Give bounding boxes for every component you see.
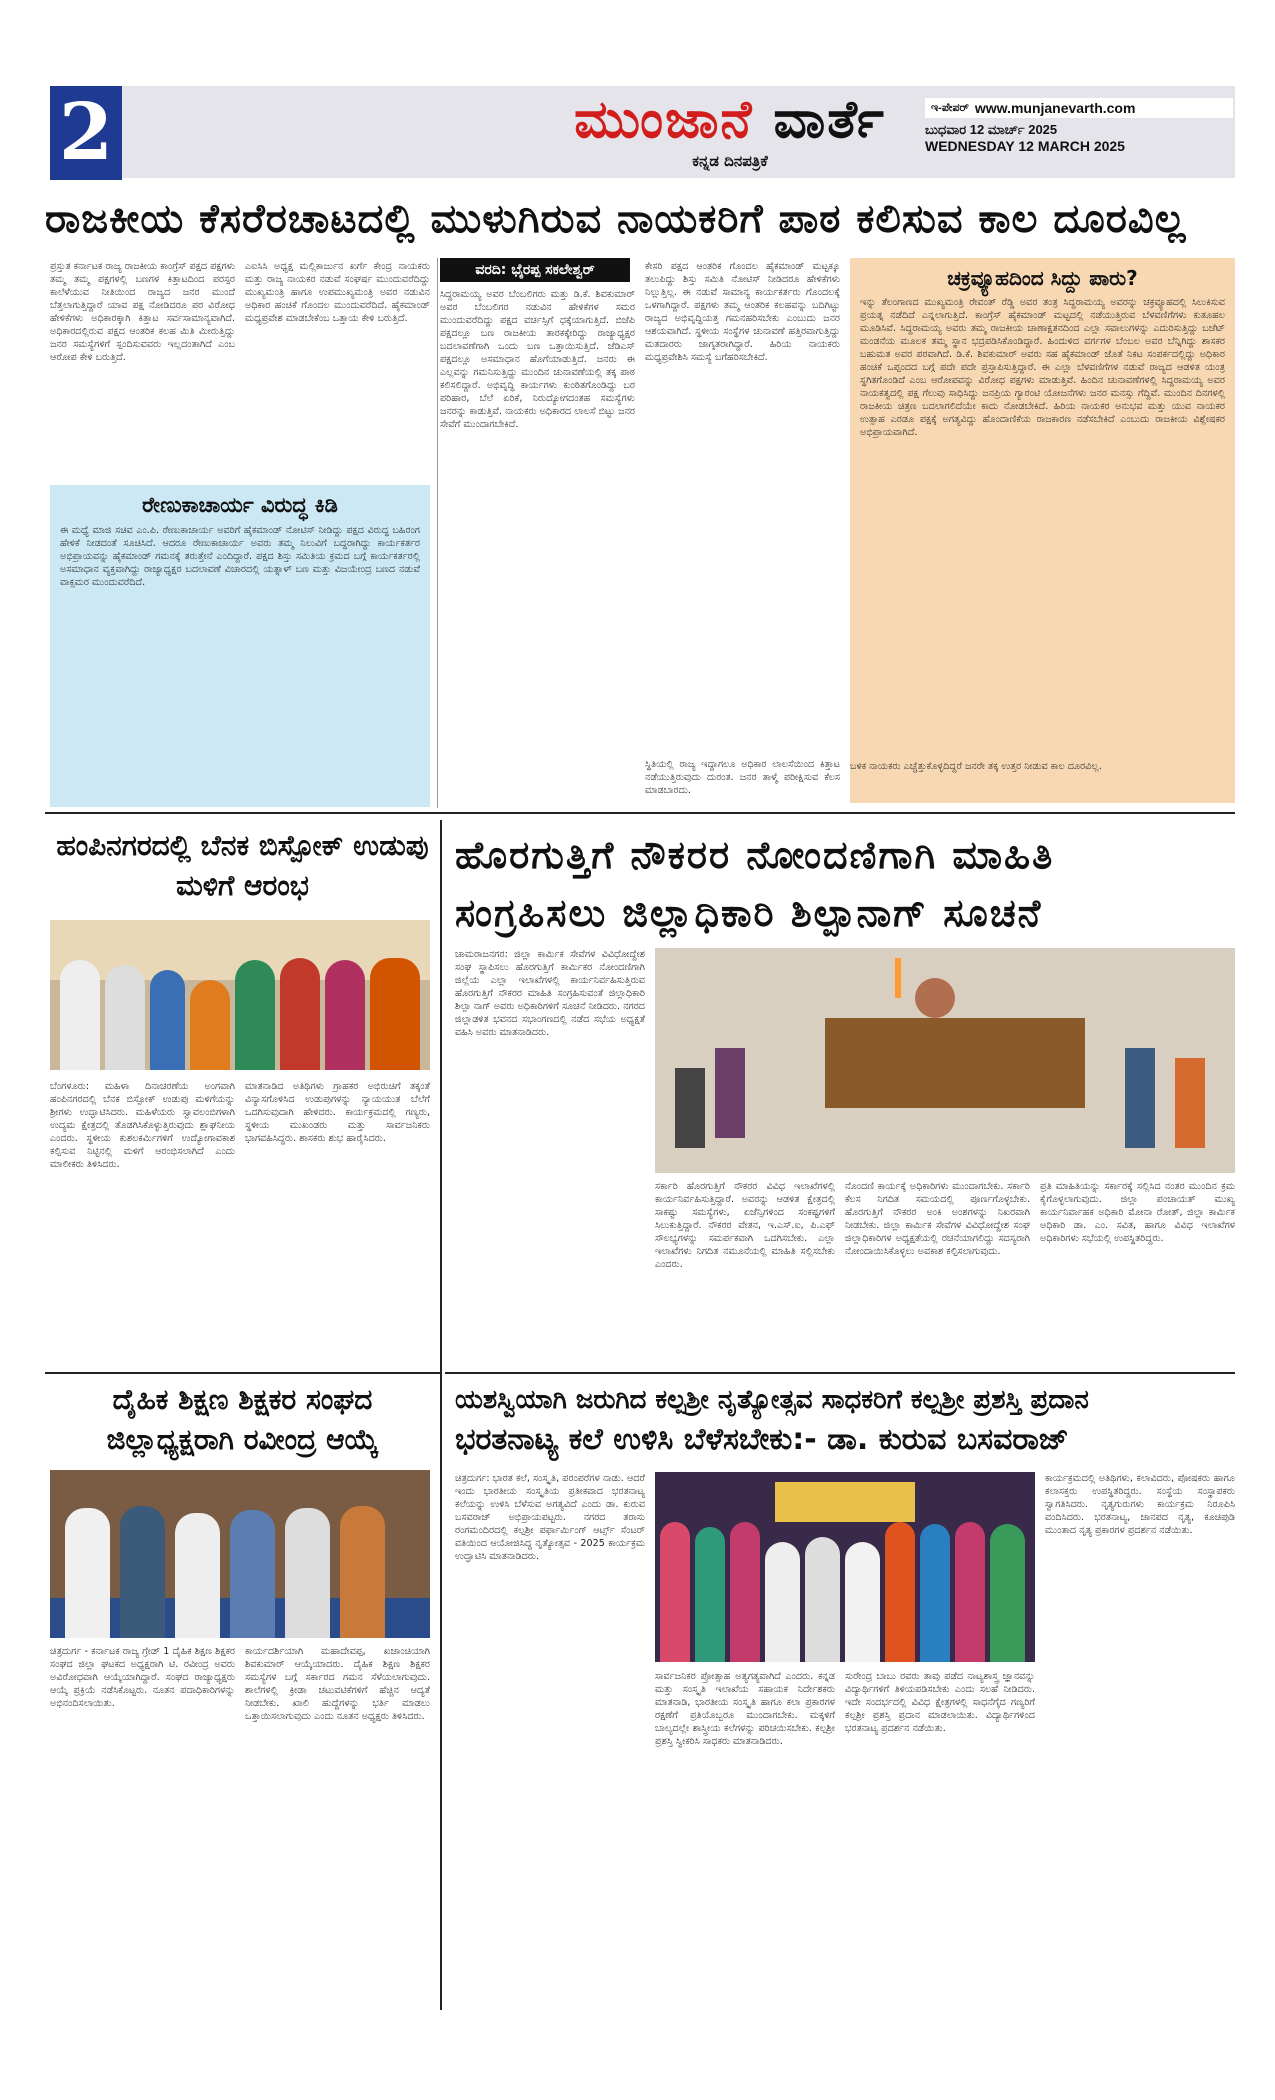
page-number: 2	[50, 86, 122, 180]
dance-story-col-3: ಸುರೇಂದ್ರ ಬಾಬು ರವರು ತಾವು ಪಡೆದ ನಾಟ್ಯಶಾಸ್ತ್ರ ಜ್ಞಾನವನ್ನು ವಿದ್ಯಾರ್ಥಿಗಳಿಗೆ ತಿಳಿಯಪಡಿಸಬೇಕು ಎಂದು ಸಲಹೆ ನೀಡಿದರು. ಇದೇ ಸಂದರ್ಭದಲ್ಲಿ ವಿವಿಧ ಕ್ಷೇತ್ರಗಳಲ್ಲಿ ಸಾಧನೆಗೈದ ಗಣ್ಯರಿಗೆ ಕಲ್ಪಶ್ರೀ ಪ್ರಶಸ್ತಿ ಪ್ರದಾನ ಮಾಡಲಾಯಿತು. ವಿದ್ಯಾರ್ಥಿಗಳಿಂದ ಭರತನಾಟ್ಯ ಪ್ರದರ್ಶನ ನಡೆಯಿತು.	[845, 1671, 1035, 1734]
lead-story-col-4: ಕೇಸರಿ ಪಕ್ಷದ ಆಂತರಿಕ ಗೊಂದಲ ಹೈಕಮಾಂಡ್ ಮಟ್ಟಕ್ಕೂ ತಲುಪಿದ್ದು ಶಿಸ್ತು ಸಮಿತಿ ನೋಟಿಸ್ ನೀಡಿದರೂ ಹೇಳಿಕೆಗಳು ನಿಲ್ಲುತ್ತಿಲ್ಲ. ಈ ನಡುವೆ ಸಾಮಾನ್ಯ ಕಾರ್ಯಕರ್ತರು ಗೊಂದಲಕ್ಕೆ ಒಳಗಾಗಿದ್ದಾರೆ. ಪಕ್ಷಗಳು ತಮ್ಮ ಆಂತರಿಕ ಕಲಹವನ್ನು ಬದಿಗಿಟ್ಟು ರಾಜ್ಯದ ಅಭಿವೃದ್ಧಿಯತ್ತ ಗಮನಹರಿಸಬೇಕು ಎಂಬುದು ಜನರ ಆಶಯವಾಗಿದೆ. ಸ್ಥಳೀಯ ಸಂಸ್ಥೆಗಳ ಚುನಾವಣೆ ಹತ್ತಿರವಾಗುತ್ತಿದ್ದು ಮತದಾರರು ಜಾಗೃತರಾಗಿದ್ದಾರೆ. ಹಿರಿಯ ನಾಯಕರು ಮಧ್ಯಪ್ರವೇಶಿಸಿ ಸಮಸ್ಯೆ ಬಗೆಹರಿಸಬೇಕಿದೆ.	[645, 261, 840, 363]
date-english: WEDNESDAY 12 MARCH 2025	[925, 138, 1125, 154]
registration-story-headline-1: ಹೊರಗುತ್ತಿಗೆ ನೌಕರರ ನೋಂದಣಿಗಾಗಿ ಮಾಹಿತಿ	[455, 833, 1055, 877]
date-kannada: ಬುಧವಾರ 12 ಮಾರ್ಚ್ 2025	[925, 122, 1058, 137]
registration-story-col-2: ಸರ್ಕಾರಿ ಹೊರಗುತ್ತಿಗೆ ನೌಕರರ ವಿವಿಧ ಇಲಾಖೆಗಳಲ್ಲಿ ಕಾರ್ಯನಿರ್ವಹಿಸುತ್ತಿದ್ದಾರೆ. ಅವರನ್ನು ಆಡಳಿತ ಕ್ಷೇತ್ರದಲ್ಲಿ ಸಾಕಷ್ಟು ಸಮಸ್ಯೆಗಳು, ಏಜೆನ್ಸಿಗಳಿಂದ ಸಂಕಷ್ಟಗಳಿಗೆ ಸಿಲುಕುತ್ತಿದ್ದಾರೆ. ನೌಕರರ ವೇತನ, ಇ.ಎಸ್.ಐ, ಪಿ.ಎಫ್ ಸೌಲಭ್ಯಗಳನ್ನು ಸಮರ್ಪಕವಾಗಿ ಒದಗಿಸಬೇಕು. ಎಲ್ಲಾ ಇಲಾಖೆಗಳು ನಿಗದಿತ ನಮೂನೆಯಲ್ಲಿ ಮಾಹಿತಿ ಸಲ್ಲಿಸಬೇಕು ಎಂದರು.	[655, 1181, 835, 1270]
epaper-link[interactable]	[925, 98, 1233, 118]
byline: ವರದಿ: ಭೈರಪ್ಪ ಸಕಲೇಶ್ವರ್	[440, 258, 630, 282]
hampi-story-photo	[50, 920, 430, 1070]
lead-story-col-1: ಪ್ರಸ್ತುತ ಕರ್ನಾಟಕ ರಾಜ್ಯ ರಾಜಕೀಯ ಕಾಂಗ್ರೆಸ್ ಪಕ್ಷದ ಪಕ್ಷಗಳು ತಮ್ಮ ತಮ್ಮ ಪಕ್ಷಗಳಲ್ಲಿ ಬಣಗಳ ಕಿತ್ತಾಟದಿಂದ ಪರಸ್ಪರ ಕಾಲೆಳೆಯುವ ನೀತಿಯಿಂದ ರಾಜ್ಯದ ಜನರ ಮುಂದೆ ಬೆತ್ತಲಾಗುತ್ತಿದ್ದಾರೆ ಯಾವ ಪಕ್ಷ ನೋಡಿದರೂ ಪರ ವಿರೋಧ ಹೇಳಿಕೆಗಳು ಅಧಿಕಾರಕ್ಕಾಗಿ ಕಿತ್ತಾಟ ಸರ್ವಸಾಮಾನ್ಯವಾಗಿದೆ. ಅಧಿಕಾರದಲ್ಲಿರುವ ಪಕ್ಷದ ಆಂತರಿಕ ಕಲಹ ಮಿತಿ ಮೀರುತ್ತಿದ್ದು ಜನರ ಸಮಸ್ಯೆಗಳಿಗೆ ಸ್ಪಂದಿಸುವವರು ಇಲ್ಲದಂತಾಗಿದೆ ಎಂಬ ಆರೋಪ ಕೇಳಿ ಬರುತ್ತಿದೆ.	[50, 261, 235, 363]
date-box	[925, 98, 1233, 162]
sidebar-box-body: ಈ ಮಧ್ಯೆ ಮಾಜಿ ಸಚಿವ ಎಂ.ಪಿ. ರೇಣುಕಾಚಾರ್ಯ ಅವರಿಗೆ ಹೈಕಮಾಂಡ್ ನೋಟಿಸ್ ನೀಡಿದ್ದು ಪಕ್ಷದ ವಿರುದ್ಧ ಬಹಿರಂಗ ಹೇಳಿಕೆ ನೀಡದಂತೆ ಸೂಚಿಸಿದೆ. ಆದರೂ ರೇಣುಕಾಚಾರ್ಯ ಅವರು ತಮ್ಮ ನಿಲುವಿಗೆ ಬದ್ಧರಾಗಿದ್ದು ಕಾರ್ಯಕರ್ತರ ಅಭಿಪ್ರಾಯವನ್ನು ಹೈಕಮಾಂಡ್ ಗಮನಕ್ಕೆ ತರುತ್ತೇನೆ ಎಂದಿದ್ದಾರೆ. ಪಕ್ಷದ ಶಿಸ್ತು ಸಮಿತಿಯ ಕ್ರಮದ ಬಗ್ಗೆ ಕಾರ್ಯಕರ್ತರಲ್ಲಿ ಅಸಮಾಧಾನ ವ್ಯಕ್ತವಾಗಿದ್ದು ರಾಜ್ಯಾಧ್ಯಕ್ಷರ ಬದಲಾವಣೆ ವಿಚಾರದಲ್ಲಿ ಯತ್ನಾಳ್ ಬಣ ಮತ್ತು ವಿಜಯೇಂದ್ರ ಬಣದ ನಡುವೆ ವಾಕ್ಸಮರ ಮುಂದುವರೆದಿದೆ.	[60, 525, 420, 588]
registration-story-col-4: ಪ್ರತಿ ಮಾಹಿತಿಯನ್ನು ಸರ್ಕಾರಕ್ಕೆ ಸಲ್ಲಿಸಿದ ನಂತರ ಮುಂದಿನ ಕ್ರಮ ಕೈಗೊಳ್ಳಲಾಗುವುದು. ಜಿಲ್ಲಾ ಪಂಚಾಯತ್ ಮುಖ್ಯ ಕಾರ್ಯನಿರ್ವಾಹಕ ಅಧಿಕಾರಿ ಮೋನಾ ರೋತ್, ಜಿಲ್ಲಾ ಕಾರ್ಮಿಕ ಅಧಿಕಾರಿ ಡಾ. ಎಂ. ಸವಿತ, ಹಾಗೂ ವಿವಿಧ ಇಲಾಖೆಗಳ ಅಧಿಕಾರಿಗಳು ಸಭೆಯಲ್ಲಿ ಉಪಸ್ಥಿತರಿದ್ದರು.	[1040, 1181, 1235, 1244]
hampi-story-col-1: ಬೆಂಗಳೂರು: ಮಹಿಳಾ ದಿನಾಚರಣೆಯ ಅಂಗವಾಗಿ ಹಂಪಿನಗರದಲ್ಲಿ ಬೆನಕ ಬಿಸ್ಪೋಕ್ ಉಡುಪು ಮಳಿಗೆಯನ್ನು ಶ್ರೀಗಳು ಉದ್ಘಾಟಿಸಿದರು. ಮಹಿಳೆಯರು ಸ್ವಾವಲಂಬಿಗಳಾಗಿ ಉದ್ಯಮ ಕ್ಷೇತ್ರದಲ್ಲಿ ತೊಡಗಿಸಿಕೊಳ್ಳುತ್ತಿರುವುದು ಶ್ಲಾಘನೀಯ ಎಂದರು. ಸ್ಥಳೀಯ ಕುಶಲಕರ್ಮಿಗಳಿಗೆ ಉದ್ಯೋಗಾವಕಾಶ ಕಲ್ಪಿಸುವ ನಿಟ್ಟಿನಲ್ಲಿ ಮಳಿಗೆ ಆರಂಭಿಸಲಾಗಿದೆ ಎಂದು ಮಾಲೀಕರು ತಿಳಿಸಿದರು.	[50, 1081, 235, 1170]
teacher-story-col-1: ಚಿತ್ರದುರ್ಗ - ಕರ್ನಾಟಕ ರಾಜ್ಯ ಗ್ರೇಡ್ 1 ದೈಹಿಕ ಶಿಕ್ಷಣ ಶಿಕ್ಷಕರ ಸಂಘದ ಜಿಲ್ಲಾ ಘಟಕದ ಅಧ್ಯಕ್ಷರಾಗಿ ಟಿ. ರವೀಂದ್ರ ಅವರು ಅವಿರೋಧವಾಗಿ ಆಯ್ಕೆಯಾಗಿದ್ದಾರೆ. ಸಂಘದ ರಾಜ್ಯಾಧ್ಯಕ್ಷರು ಆಯ್ಕೆ ಪ್ರಕ್ರಿಯೆ ನಡೆಸಿಕೊಟ್ಟರು. ನೂತನ ಪದಾಧಿಕಾರಿಗಳನ್ನು ಅಭಿನಂದಿಸಲಾಯಿತು.	[50, 1646, 235, 1709]
dance-story-headline-2: ಭರತನಾಟ್ಯ ಕಲೆ ಉಳಿಸಿ ಬೆಳೆಸಬೇಕು:- ಡಾ. ಕುರುವ ಬಸವರಾಜ್	[455, 1422, 1069, 1457]
section-divider	[445, 1372, 1235, 1374]
logo-word-2: ವಾರ್ತೆ	[773, 90, 886, 150]
lead-story-col-6: ಬಳಿಕ ನಾಯಕರು ಎಚ್ಚೆತ್ತುಕೊಳ್ಳದಿದ್ದರೆ ಜನರೇ ತಕ್ಕ ಉತ್ತರ ನೀಡುವ ಕಾಲ ದೂರವಿಲ್ಲ.	[850, 761, 1102, 772]
newspaper-logo	[530, 90, 930, 180]
dance-story-col-1: ಚಿತ್ರದುರ್ಗ: ಭಾರತ ಕಲೆ, ಸಂಸ್ಕೃತಿ, ಪರಂಪರೆಗಳ ನಾಡು. ಆದರೆ ಇಂದು ಭಾರತೀಯ ಸಂಸ್ಕೃತಿಯ ಪ್ರತೀಕವಾದ ಭರತನಾಟ್ಯ ಕಲೆಯನ್ನು ಉಳಿಸಿ ಬೆಳೆಸುವ ಅಗತ್ಯವಿದೆ ಎಂದು ಡಾ. ಕುರುವ ಬಸವರಾಜ್ ಅಭಿಪ್ರಾಯಪಟ್ಟರು. ನಗರದ ತರಾಸು ರಂಗಮಂದಿರದಲ್ಲಿ ಕಲ್ಪಶ್ರೀ ಪರ್ಫಾರ್ಮಿಂಗ್ ಆರ್ಟ್ಸ್ ಸೆಂಟರ್ ವತಿಯಿಂದ ಆಯೋಜಿಸಿದ್ದ ನೃತ್ಯೋತ್ಸವ - 2025 ಕಾರ್ಯಕ್ರಮ ಉದ್ಘಾಟಿಸಿ ಮಾತನಾಡಿದರು.	[455, 1473, 645, 1562]
lead-story-col-5: ಸ್ಥಿತಿಯಲ್ಲಿ ರಾಜ್ಯ ಇದ್ದಾಗಲೂ ಅಧಿಕಾರ ಲಾಲಸೆಯಿಂದ ಕಿತ್ತಾಟ ನಡೆಯುತ್ತಿರುವುದು ದುರಂತ. ಜನರ ತಾಳ್ಮೆ ಪರೀಕ್ಷಿಸುವ ಕೆಲಸ ಮಾಡಬಾರದು.	[645, 759, 840, 796]
sidebar-box-renukacharya	[50, 485, 430, 807]
registration-story-headline-2: ಸಂಗ್ರಹಿಸಲು ಜಿಲ್ಲಾಧಿಕಾರಿ ಶಿಲ್ಪಾನಾಗ್ ಸೂಚನೆ	[455, 891, 1043, 935]
sidebar-box-heading: ಚಕ್ರವ್ಯೂಹದಿಂದ ಸಿದ್ದು ಪಾರು?	[947, 266, 1138, 290]
lead-story-col-2: ಎಐಸಿಸಿ ಅಧ್ಯಕ್ಷ ಮಲ್ಲಿಕಾರ್ಜುನ ಖರ್ಗೆ ಕೇಂದ್ರ ನಾಯಕರು ಮತ್ತು ರಾಜ್ಯ ನಾಯಕರ ನಡುವೆ ಸಂಘರ್ಷ ಮುಂದುವರೆದಿದ್ದು ಮುಖ್ಯಮಂತ್ರಿ ಹಾಗೂ ಉಪಮುಖ್ಯಮಂತ್ರಿ ಅವರ ನಡುವಿನ ಅಧಿಕಾರ ಹಂಚಿಕೆ ಗೊಂದಲ ಮುಂದುವರೆದಿದೆ. ಹೈಕಮಾಂಡ್ ಮಧ್ಯಪ್ರವೇಶ ಮಾಡಬೇಕೆಂಬ ಒತ್ತಾಯ ಕೇಳಿ ಬರುತ್ತಿದೆ.	[245, 261, 430, 324]
column-divider	[440, 820, 442, 2010]
logo-tagline: ಕನ್ನಡ ದಿನಪತ್ರಿಕೆ	[692, 152, 768, 170]
dance-story-headline-1: ಯಶಸ್ವಿಯಾಗಿ ಜರುಗಿದ ಕಲ್ಪಶ್ರೀ ನೃತ್ಯೋತ್ಸವ ಸಾಧಕರಿಗೆ ಕಲ್ಪಶ್ರೀ ಪ್ರಶಸ್ತಿ ಪ್ರದಾನ	[455, 1385, 1089, 1415]
teacher-story-photo	[50, 1470, 430, 1638]
lead-story-col-3: ಸಿದ್ದರಾಮಯ್ಯ ಅವರ ಬೆಂಬಲಿಗರು ಮತ್ತು ಡಿ.ಕೆ. ಶಿವಕುಮಾರ್ ಅವರ ಬೆಂಬಲಿಗರ ನಡುವಿನ ಹೇಳಿಕೆಗಳ ಸಮರ ಮುಂದುವರೆದಿದ್ದು ಪಕ್ಷದ ವರ್ಚಸ್ಸಿಗೆ ಧಕ್ಕೆಯಾಗುತ್ತಿದೆ. ಬಿಜೆಪಿ ಪಕ್ಷದಲ್ಲೂ ಬಣ ರಾಜಕೀಯ ತಾರಕಕ್ಕೇರಿದ್ದು ರಾಜ್ಯಾಧ್ಯಕ್ಷರ ಬದಲಾವಣೆಗಾಗಿ ಒಂದು ಬಣ ಒತ್ತಾಯಿಸುತ್ತಿದೆ. ಜೆಡಿಎಸ್ ಪಕ್ಷದಲ್ಲೂ ಅಸಮಾಧಾನ ಹೊಗೆಯಾಡುತ್ತಿದೆ. ಜನರು ಈ ಎಲ್ಲವನ್ನು ಗಮನಿಸುತ್ತಿದ್ದು ಮುಂದಿನ ಚುನಾವಣೆಯಲ್ಲಿ ತಕ್ಕ ಪಾಠ ಕಲಿಸಲಿದ್ದಾರೆ. ಅಭಿವೃದ್ಧಿ ಕಾರ್ಯಗಳು ಕುಂಠಿತಗೊಂಡಿದ್ದು ಬರ ಪರಿಹಾರ, ಬೆಲೆ ಏರಿಕೆ, ನಿರುದ್ಯೋಗದಂತಹ ಸಮಸ್ಯೆಗಳು ಜನರನ್ನು ಕಾಡುತ್ತಿವೆ. ನಾಯಕರು ಅಧಿಕಾರದ ಲಾಲಸೆ ಬಿಟ್ಟು ಜನರ ಸೇವೆಗೆ ಮುಂದಾಗಬೇಕಿದೆ.	[440, 289, 635, 430]
sidebar-box-body: ಇನ್ನು ತೆಲಂಗಾಣದ ಮುಖ್ಯಮಂತ್ರಿ ರೇವಂತ್ ರೆಡ್ಡಿ ಅವರ ತಂತ್ರ ಸಿದ್ದರಾಮಯ್ಯ ಅವರನ್ನು ಚಕ್ರವ್ಯೂಹದಲ್ಲಿ ಸಿಲುಕಿಸುವ ಪ್ರಯತ್ನ ನಡೆದಿದೆ ಎನ್ನಲಾಗುತ್ತಿದೆ. ಕಾಂಗ್ರೆಸ್ ಹೈಕಮಾಂಡ್ ಮಟ್ಟದಲ್ಲಿ ನಡೆಯುತ್ತಿರುವ ಬೆಳವಣಿಗೆಗಳು ಕುತೂಹಲ ಮೂಡಿಸಿವೆ. ಸಿದ್ದರಾಮಯ್ಯ ಅವರು ತಮ್ಮ ರಾಜಕೀಯ ಚಾಣಾಕ್ಷತನದಿಂದ ಎಲ್ಲಾ ಸವಾಲುಗಳನ್ನು ಎದುರಿಸುತ್ತಿದ್ದು ಬಜೆಟ್ ಮಂಡನೆಯ ಮೂಲಕ ತಮ್ಮ ಸ್ಥಾನ ಭದ್ರಪಡಿಸಿಕೊಂಡಿದ್ದಾರೆ. ಹಿಂದುಳಿದ ವರ್ಗಗಳ ಬೆಂಬಲ ಅವರ ಬೆನ್ನಿಗಿದ್ದು ಶಾಸಕರ ಬಹುಮತ ಅವರ ಪರವಾಗಿದೆ. ಡಿ.ಕೆ. ಶಿವಕುಮಾರ್ ಅವರು ಸಹ ಹೈಕಮಾಂಡ್ ಜೊತೆ ನಿಕಟ ಸಂಪರ್ಕದಲ್ಲಿದ್ದು ಅಧಿಕಾರ ಹಂಚಿಕೆ ಒಪ್ಪಂದದ ಬಗ್ಗೆ ಪದೇ ಪದೇ ಪ್ರಸ್ತಾಪಿಸುತ್ತಿದ್ದಾರೆ. ಈ ಎಲ್ಲಾ ಬೆಳವಣಿಗೆಗಳ ನಡುವೆ ರಾಜ್ಯದ ಆಡಳಿತ ಯಂತ್ರ ಸ್ಥಗಿತಗೊಂಡಿದೆ ಎಂಬ ಆರೋಪವನ್ನು ವಿರೋಧ ಪಕ್ಷಗಳು ಮಾಡುತ್ತಿವೆ. ಹಿಂದಿನ ಚುನಾವಣೆಗಳಲ್ಲಿ ಸಿದ್ದರಾಮಯ್ಯ ಅವರ ನಾಯಕತ್ವದಲ್ಲಿ ಪಕ್ಷ ಗೆಲುವು ಸಾಧಿಸಿದ್ದು ಜನಪ್ರಿಯ ಗ್ಯಾರಂಟಿ ಯೋಜನೆಗಳು ಜನರ ಮನಸ್ಸು ಗೆದ್ದಿವೆ. ಮುಂದಿನ ದಿನಗಳಲ್ಲಿ ರಾಜಕೀಯ ಚಿತ್ರಣ ಬದಲಾಗಲಿದೆಯೇ ಕಾದು ನೋಡಬೇಕಿದೆ. ಹಿರಿಯ ನಾಯಕರ ಅನುಭವ ಮತ್ತು ಯುವ ನಾಯಕರ ಉತ್ಸಾಹ ಎರಡೂ ಪಕ್ಷಕ್ಕೆ ಅಗತ್ಯವಿದ್ದು ಹೊಂದಾಣಿಕೆಯ ರಾಜಕಾರಣ ನಡೆಸಬೇಕಿದೆ ಎಂಬುದು ರಾಜಕೀಯ ವಿಶ್ಲೇಷಕರ ಅಭಿಪ್ರಾಯವಾಗಿದೆ.	[860, 297, 1225, 438]
sidebar-box-heading: ರೇಣುಕಾಚಾರ್ಯ ವಿರುದ್ಧ ಕಿಡಿ	[142, 493, 338, 517]
registration-story-photo	[655, 948, 1235, 1173]
epaper-label: ಇ-ಪೇಪರ್	[931, 101, 969, 114]
website-url[interactable]: www.munjanevarth.com	[974, 100, 1136, 116]
dance-story-col-4: ಕಾರ್ಯಕ್ರಮದಲ್ಲಿ ಅತಿಥಿಗಳು, ಕಲಾವಿದರು, ಪೋಷಕರು ಹಾಗೂ ಕಲಾಸಕ್ತರು ಉಪಸ್ಥಿತರಿದ್ದರು. ಸಂಸ್ಥೆಯ ಸಂಸ್ಥಾಪಕರು ಸ್ವಾಗತಿಸಿದರು. ನೃತ್ಯಗುರುಗಳು ಕಾರ್ಯಕ್ರಮ ನಿರೂಪಿಸಿ ವಂದಿಸಿದರು. ಭರತನಾಟ್ಯ, ಜಾನಪದ ನೃತ್ಯ, ಕೂಚಿಪುಡಿ ಮುಂತಾದ ನೃತ್ಯ ಪ್ರಕಾರಗಳ ಪ್ರದರ್ಶನ ನಡೆಯಿತು.	[1045, 1473, 1235, 1536]
sidebar-box-chakravyuha	[850, 258, 1235, 803]
column-divider	[437, 258, 438, 808]
logo-word-1: ಮುಂಜಾನೆ	[574, 90, 754, 150]
registration-story-col-3: ನೊಂದಣಿ ಕಾರ್ಯಕ್ಕೆ ಅಧಿಕಾರಿಗಳು ಮುಂದಾಗಬೇಕು. ಸರ್ಕಾರಿ ಕೆಲಸ ನಿಗದಿತ ಸಮಯದಲ್ಲಿ ಪೂರ್ಣಗೊಳ್ಳಬೇಕು. ಹೊರಗುತ್ತಿಗೆ ನೌಕರರ ಅಂಕಿ ಅಂಶಗಳನ್ನು ನಿಖರವಾಗಿ ನೀಡಬೇಕು. ಜಿಲ್ಲಾ ಕಾರ್ಮಿಕ ಸೇವೆಗಳ ವಿವಿಧೋದ್ದೇಶ ಸಂಘ ಜಿಲ್ಲಾಧಿಕಾರಿಗಳ ಅಧ್ಯಕ್ಷತೆಯಲ್ಲಿ ರಚನೆಯಾಗಲಿದ್ದು ಸದಸ್ಯರಾಗಿ ನೋಂದಾಯಿಸಿಕೊಳ್ಳಲು ಅವಕಾಶ ಕಲ್ಪಿಸಲಾಗುವುದು.	[845, 1181, 1030, 1257]
hampi-story-headline: ಹಂಪಿನಗರದಲ್ಲಿ ಬೆನಕ ಬಿಸ್ಪೋಕ್ ಉಡುಪು ಮಳಿಗೆ ಆರಂಭ	[56, 829, 429, 902]
hampi-story-col-2: ಮಾತನಾಡಿದ ಅತಿಥಿಗಳು ಗ್ರಾಹಕರ ಅಭಿರುಚಿಗೆ ತಕ್ಕಂತೆ ವಿನ್ಯಾಸಗೊಳಿಸಿದ ಉಡುಪುಗಳನ್ನು ನ್ಯಾಯಯುತ ಬೆಲೆಗೆ ಒದಗಿಸುವುದಾಗಿ ಹೇಳಿದರು. ಕಾರ್ಯಕ್ರಮದಲ್ಲಿ ಗಣ್ಯರು, ಸ್ಥಳೀಯ ಮುಖಂಡರು ಮತ್ತು ಸಾರ್ವಜನಿಕರು ಭಾಗವಹಿಸಿದ್ದರು. ಶಾಸಕರು ಶುಭ ಹಾರೈಸಿದರು.	[245, 1081, 430, 1144]
dance-story-col-2: ಸಾರ್ವಜನಿಕರ ಪ್ರೋತ್ಸಾಹ ಅತ್ಯಗತ್ಯವಾಗಿದೆ ಎಂದರು. ಕನ್ನಡ ಮತ್ತು ಸಂಸ್ಕೃತಿ ಇಲಾಖೆಯ ಸಹಾಯಕ ನಿರ್ದೇಶಕರು ಮಾತನಾಡಿ, ಭಾರತೀಯ ಸಂಸ್ಕೃತಿ ಹಾಗೂ ಕಲಾ ಪ್ರಕಾರಗಳ ರಕ್ಷಣೆಗೆ ಪ್ರತಿಯೊಬ್ಬರೂ ಮುಂದಾಗಬೇಕು. ಮಕ್ಕಳಿಗೆ ಬಾಲ್ಯದಲ್ಲೇ ಶಾಸ್ತ್ರೀಯ ಕಲೆಗಳನ್ನು ಪರಿಚಯಿಸಬೇಕು. ಕಲ್ಪಶ್ರೀ ಪ್ರಶಸ್ತಿ ಸ್ವೀಕರಿಸಿ ಸಾಧಕರು ಮಾತನಾಡಿದರು.	[655, 1671, 835, 1747]
teacher-story-col-2: ಕಾರ್ಯದರ್ಶಿಯಾಗಿ ಮಹಾದೇವಪ್ಪ, ಖಜಾಂಚಿಯಾಗಿ ಶಿವಕುಮಾರ್ ಆಯ್ಕೆಯಾದರು. ದೈಹಿಕ ಶಿಕ್ಷಣ ಶಿಕ್ಷಕರ ಸಮಸ್ಯೆಗಳ ಬಗ್ಗೆ ಸರ್ಕಾರದ ಗಮನ ಸೆಳೆಯಲಾಗುವುದು. ಶಾಲೆಗಳಲ್ಲಿ ಕ್ರೀಡಾ ಚಟುವಟಿಕೆಗಳಿಗೆ ಹೆಚ್ಚಿನ ಆದ್ಯತೆ ನೀಡಬೇಕು. ಖಾಲಿ ಹುದ್ದೆಗಳನ್ನು ಭರ್ತಿ ಮಾಡಲು ಒತ್ತಾಯಿಸಲಾಗುವುದು ಎಂದು ನೂತನ ಅಧ್ಯಕ್ಷರು ತಿಳಿಸಿದರು.	[245, 1646, 430, 1722]
section-divider	[45, 1372, 440, 1374]
registration-story-col-1: ಚಾಮರಾಜನಗರ: ಜಿಲ್ಲಾ ಕಾರ್ಮಿಕ ಸೇವೆಗಳ ವಿವಿಧೋದ್ದೇಶ ಸಂಘ ಸ್ಥಾಪಿಸಲು ಹೊರಗುತ್ತಿಗೆ ಕಾರ್ಮಿಕರ ನೋಂದಣಿಗಾಗಿ ಜಿಲ್ಲೆಯ ಎಲ್ಲಾ ಇಲಾಖೆಗಳಲ್ಲಿ ಕಾರ್ಯನಿರ್ವಹಿಸುತ್ತಿರುವ ಹೊರಗುತ್ತಿಗೆ ನೌಕರರ ಮಾಹಿತಿ ಸಂಗ್ರಹಿಸುವಂತೆ ಜಿಲ್ಲಾಧಿಕಾರಿ ಶಿಲ್ಪಾ ನಾಗ್ ಅವರು ಅಧಿಕಾರಿಗಳಿಗೆ ಸೂಚನೆ ನೀಡಿದರು. ನಗರದ ಜಿಲ್ಲಾಡಳಿತ ಭವನದ ಸಭಾಂಗಣದಲ್ಲಿ ನಡೆದ ಸಭೆಯ ಅಧ್ಯಕ್ಷತೆ ವಹಿಸಿ ಅವರು ಮಾತನಾಡಿದರು.	[455, 949, 645, 1038]
main-headline: ರಾಜಕೀಯ ಕೆಸರೆರಚಾಟದಲ್ಲಿ ಮುಳುಗಿರುವ ನಾಯಕರಿಗೆ ಪಾಠ ಕಲಿಸುವ ಕಾಲ ದೂರವಿಲ್ಲ	[45, 196, 1187, 242]
teacher-story-headline: ದೈಹಿಕ ಶಿಕ್ಷಣ ಶಿಕ್ಷಕರ ಸಂಘದ ಜಿಲ್ಲಾಧ್ಯಕ್ಷರಾಗಿ ರವೀಂದ್ರ ಆಯ್ಕೆ	[106, 1383, 379, 1456]
dance-story-photo	[655, 1472, 1035, 1662]
section-divider	[45, 812, 1235, 814]
